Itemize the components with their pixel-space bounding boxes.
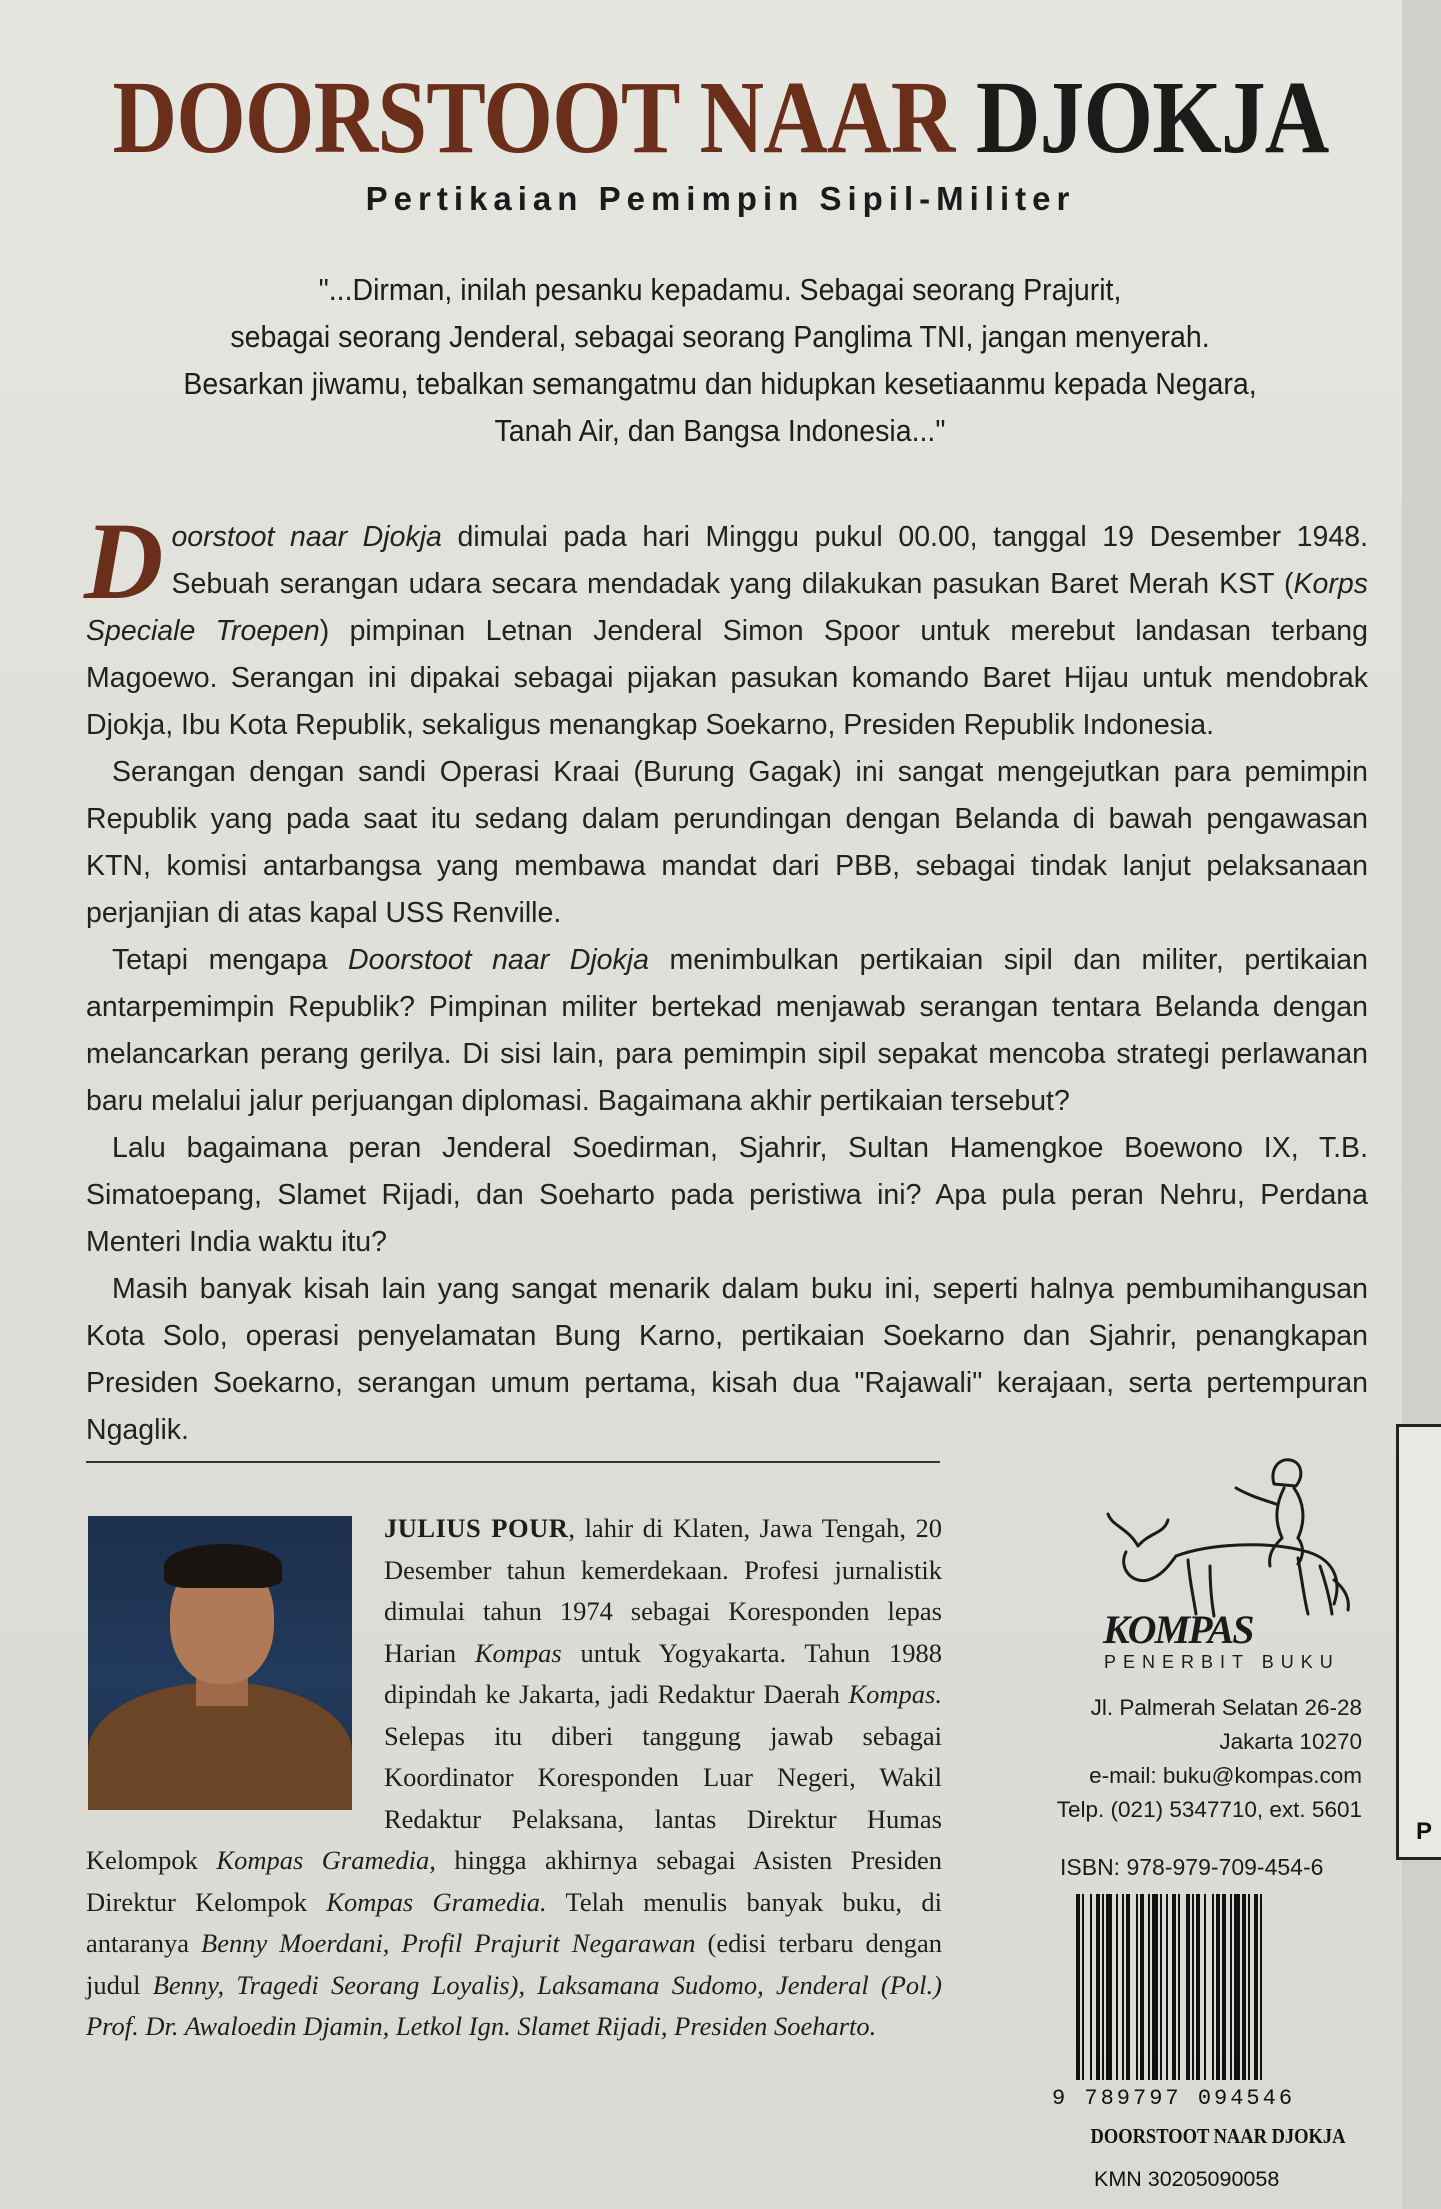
address-line: Jl. Palmerah Selatan 26-28 bbox=[1090, 1695, 1362, 1720]
sticker-label: P bbox=[1416, 1818, 1433, 1845]
kompas-buffalo-logo-icon bbox=[1098, 1448, 1368, 1624]
quote-line: "...Dirman, inilah pesanku kepadamu. Sebagai seorang Prajurit, bbox=[318, 272, 1122, 307]
text-run: untuk Yogyakarta. Tahun 1988 dipindah ke Jakarta, jadi Redaktur Daerah bbox=[384, 1637, 942, 1709]
title-part-2: DJOKJA bbox=[975, 60, 1329, 175]
synopsis-paragraph-3 bbox=[86, 937, 1368, 1125]
author-bio bbox=[86, 1508, 942, 2048]
synopsis-paragraph-4: Lalu bagaimana peran Jenderal Soedirman, Sjahrir, Sultan Hamengkoe Boewono IX, T.B. Simatoepang, Slamet Rijadi, dan Soeharto pada peristiwa ini? Apa pula peran Nehru, Perdana Menteri India waktu itu? bbox=[86, 1132, 1368, 1258]
quote-block bbox=[159, 266, 1281, 454]
text-run: Tetapi mengapa bbox=[112, 944, 349, 976]
italic-term: Kompas Gramedia. bbox=[326, 1886, 547, 1917]
italic-title: oorstoot naar Djokja bbox=[171, 521, 442, 553]
text-run: Selepas itu diberi tanggung jawab sebagai Koordinator Koresponden Luar Negeri, Wakil Redaktur Pelaksana, lantas Direktur Humas Kelompok bbox=[86, 1720, 942, 1875]
quote-line: Besarkan jiwamu, tebalkan semangatmu dan hidupkan kesetiaanmu kepada Negara, bbox=[183, 366, 1257, 401]
synopsis-paragraph-5: Masih banyak kisah lain yang sangat menarik dalam buku ini, seperti halnya pembumihangusan Kota Solo, operasi penyelamatan Bung Karno, pertikaian Soekarno dan Sjahrir, penangkapan Presiden Soekarno, serangan umum pertama, kisah dua "Rajawali" kerajaan, serta pertempuran Ngaglik. bbox=[86, 1273, 1368, 1446]
italic-term: Kompas bbox=[474, 1637, 562, 1668]
price-sticker bbox=[1396, 1424, 1441, 1860]
publisher-phone: Telp. (021) 5347710, ext. 5601 bbox=[1056, 1797, 1362, 1822]
address-city: Jakarta 10270 bbox=[1219, 1729, 1362, 1754]
italic-term: Benny Moerdani, Profil Prajurit Negarawan bbox=[201, 1928, 696, 1958]
synopsis-paragraph-2: Serangan dengan sandi Operasi Kraai (Burung Gagak) ini sangat mengejutkan para pemimpin Republik yang pada saat itu sedang dalam perundingan dengan Belanda di bawah pengawasan KTN, komisi antarbangsa yang membawa mandat dari PBB, sebagai tindak lanjut pelaksanaan perjanjian di atas kapal USS Renville. bbox=[86, 756, 1368, 929]
barcode-book-title: DOORSTOOT NAAR DJOKJA bbox=[1090, 2124, 1346, 2148]
synopsis bbox=[84, 500, 1368, 1454]
synopsis-paragraph-1 bbox=[84, 500, 1368, 749]
text-run: dimulai pada hari Minggu pukul 00.00, tanggal 19 Desember 1948. Sebuah serangan udara secara mendadak yang dilakukan pasukan Baret Merah KST ( bbox=[171, 521, 1368, 600]
divider-rule bbox=[86, 1461, 940, 1463]
title-part-1: DOORSTOOT NAAR bbox=[112, 60, 955, 175]
publisher-name: KOMPAS bbox=[1103, 1607, 1253, 1652]
text-run: Telah menulis banyak buku, di antaranya bbox=[86, 1886, 942, 1958]
author-name: JULIUS POUR bbox=[384, 1513, 569, 1543]
quote-line: Tanah Air, dan Bangsa Indonesia..." bbox=[494, 413, 946, 448]
kmn-code: KMN 30205090058 bbox=[1094, 2167, 1280, 2191]
text-run: (edisi terbaru dengan judul bbox=[86, 1928, 943, 2000]
book-subtitle: Pertikaian Pemimpin Sipil-Militer bbox=[365, 180, 1076, 217]
italic-term: Kompas Gramedia, bbox=[216, 1845, 436, 1875]
publisher-email: e-mail: buku@kompas.com bbox=[1089, 1763, 1362, 1788]
publisher-tagline: PENERBIT BUKU bbox=[1104, 1652, 1340, 1672]
text-run: ) pimpinan Letnan Jenderal Simon Spoor untuk merebut landasan terbang Magoewo. Serangan ini dipakai sebagai pijakan pasukan komando Baret Hijau untuk mendobrak Djokja, Ibu Kota Republik, sekaligus menangkap Soekarno, Presiden Republik Indonesia. bbox=[86, 615, 1368, 741]
italic-term: Korps Speciale Troepen bbox=[86, 568, 1368, 647]
quote-line: sebagai seorang Jenderal, sebagai seorang Panglima TNI, jangan menyerah. bbox=[230, 319, 1210, 354]
italic-title: Doorstoot naar Djokja bbox=[348, 944, 649, 976]
italic-term: Benny, Tragedi Seorang Loyalis), Laksamana Sudomo, Jenderal (Pol.) Prof. Dr. Awaloedin Djamin, Letkol Ign. Slamet Rijadi, Presiden Soeharto. bbox=[86, 1969, 942, 2041]
cover-edge bbox=[1402, 0, 1441, 2209]
barcode-digits: 9 789797 094546 bbox=[1052, 2086, 1296, 2111]
text-run: hingga akhirnya sebagai Asisten Presiden Direktur Kelompok bbox=[86, 1845, 943, 1917]
book-title bbox=[101, 60, 1340, 175]
barcode-icon bbox=[1074, 1894, 1340, 2106]
publisher-address bbox=[1000, 1691, 1362, 1827]
isbn-label: ISBN: 978-979-709-454-6 bbox=[1060, 1854, 1324, 1880]
drop-cap: D bbox=[84, 500, 164, 622]
text-run: , lahir di Klaten, Jawa Tengah, 20 Desember tahun kemerdekaan. Profesi jurnalistik dimulai tahun 1974 sebagai Koresponden lepas Harian bbox=[384, 1513, 943, 1668]
italic-term: Kompas. bbox=[848, 1679, 942, 1709]
text-run: menimbulkan pertikaian sipil dan militer, pertikaian antarpemimpin Republik? Pimpinan militer bertekad menjawab serangan tentara Belanda dengan melancarkan perang gerilya. Di sisi lain, para pemimpin sipil sepakat mencoba strategi perlawanan baru melalui jalur perjuangan diplomasi. Bagaimana akhir pertikaian tersebut? bbox=[86, 944, 1368, 1117]
